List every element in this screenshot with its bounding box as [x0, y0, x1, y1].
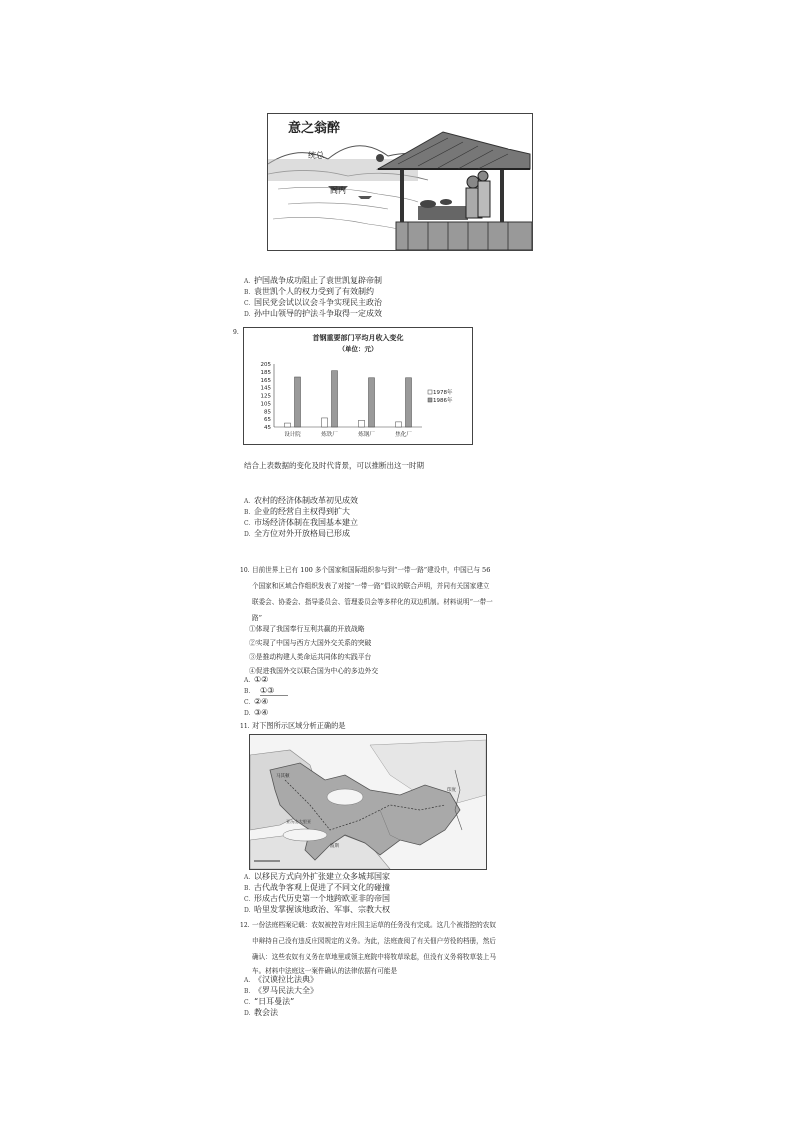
option-letter: D.: [244, 1010, 251, 1017]
map-label-persia: 波斯: [330, 844, 339, 849]
q9-option-c[interactable]: [244, 518, 358, 529]
bar-series-1: [285, 423, 291, 427]
option-letter: C.: [244, 699, 251, 706]
option-text: 国民党会试以议会斗争实现民主政治: [254, 298, 382, 307]
q10-stem-line-4: 路”: [252, 614, 262, 622]
q10-item-1: ①体现了我国奉行互利共赢的开放战略: [249, 625, 365, 633]
q12-option-a[interactable]: [244, 975, 318, 986]
q11-option-b[interactable]: [244, 883, 390, 894]
bar-series-2: [406, 378, 412, 427]
option-letter: A.: [244, 677, 251, 684]
option-text: “日耳曼法”: [254, 997, 295, 1006]
cartoon-image: [267, 113, 533, 251]
q11-option-d[interactable]: [244, 905, 390, 916]
q10-item-4: ④促进我国外交以联合国为中心的多边外交: [249, 667, 379, 675]
option-letter: D.: [244, 531, 251, 538]
option-letter: A.: [244, 874, 251, 881]
y-tick-label: 165: [260, 377, 271, 384]
cartoon-title: 意之翁醉: [288, 121, 341, 136]
y-tick-label: 105: [260, 401, 271, 408]
chart-title: 首钢重要部门平均月收入变化: [312, 333, 404, 342]
option-text: 市场经济体制在我国基本建立: [254, 518, 358, 527]
q11-stem: 对下图所示区域分析正确的是: [252, 721, 346, 730]
option-text: 护国战争成功阻止了袁世凯复辟帝制: [254, 276, 382, 285]
q11-option-a[interactable]: [244, 872, 390, 883]
option-text: 孙中山领导的护法斗争取得一定成效: [254, 309, 382, 318]
option-text: 企业的经营自主权得到扩大: [254, 507, 350, 516]
map-label-alexandria: 亚历山大里亚: [286, 819, 312, 824]
option-text: 《汉谟拉比法典》: [254, 975, 318, 984]
x-tick-label: 炼铁厂: [321, 432, 338, 438]
y-tick-label: 205: [260, 362, 271, 368]
option-letter: C.: [244, 999, 251, 1006]
q11-number: 11.: [240, 723, 250, 730]
legend-swatch: [428, 398, 432, 402]
legend-label: 1978年: [433, 390, 453, 396]
q10-stem-line-2: 个国家和区域合作组织发表了对接“一带一路”倡议的联合声明，并同有关国家建立: [252, 582, 490, 590]
option-text: ②④: [254, 697, 269, 706]
bar-series-2: [369, 378, 375, 427]
option-text: 古代战争客观上促进了不同文化的碰撞: [254, 883, 390, 892]
bar-chart-svg: [244, 328, 472, 444]
q9-option-b[interactable]: [244, 507, 350, 518]
option-letter: D.: [244, 710, 251, 717]
option-letter: B.: [244, 688, 251, 695]
option-letter: C.: [244, 520, 251, 527]
q8-option-b[interactable]: [244, 287, 374, 298]
option-letter: A.: [244, 498, 251, 505]
legend-swatch: [428, 390, 432, 394]
q9-chart: [243, 327, 473, 445]
q9-option-d[interactable]: [244, 529, 350, 540]
q9-option-a[interactable]: [244, 496, 358, 507]
option-letter: D.: [244, 311, 251, 318]
option-letter: B.: [244, 509, 251, 516]
q12-option-d[interactable]: [244, 1008, 278, 1019]
option-letter: C.: [244, 896, 251, 903]
y-tick-label: 185: [260, 369, 271, 376]
q10-stem-line-1: 目前世界上已有 100 多个国家和国际组织参与到“一带一路”建设中，中国已与 56: [252, 566, 491, 574]
map-drawing: [250, 735, 486, 869]
bar-series-1: [322, 418, 328, 427]
option-text: 形成古代历史第一个地跨欧亚非的帝国: [254, 894, 390, 903]
q10-item-3: ③是推动构建人类命运共同体的实践平台: [249, 653, 372, 661]
q8-option-d[interactable]: [244, 309, 382, 320]
y-tick-label: 125: [260, 393, 271, 400]
q12-stem-line-3: 确认：这些农奴有义务在草地里或领主庭院中将牧草垛起，但没有义务将牧草装上马: [252, 953, 496, 961]
option-text: ①③: [260, 686, 288, 696]
bar-series-1: [396, 422, 402, 427]
q11-map: [249, 734, 487, 870]
q12-stem-line-1: 一份法庭档案记载：农奴被控告对庄园主运草的任务没有完成。这几个被指控的农奴: [252, 921, 496, 929]
q8-option-a[interactable]: [244, 276, 382, 287]
legend-label: 1986年: [433, 398, 453, 404]
q12-stem-line-2: 申辩持自己没有违反庄园规定的义务。为此，法庭查阅了有关佃户劳役的档册，然后: [252, 937, 496, 945]
option-letter: D.: [244, 907, 251, 914]
q10-option-a[interactable]: [244, 675, 268, 686]
option-text: 袁世凯个人的权力受到了有效制约: [254, 287, 374, 296]
cartoon-label-a: 统总: [308, 151, 324, 160]
q10-option-b[interactable]: [244, 686, 288, 697]
q11-option-c[interactable]: [244, 894, 390, 905]
chart-subtitle: （单位：元）: [338, 345, 378, 353]
cartoon-label-b: 阁内: [330, 186, 346, 195]
option-letter: B.: [244, 289, 251, 296]
option-text: 以移民方式向外扩张建立众多城邦国家: [254, 872, 390, 881]
y-tick-label: 85: [264, 409, 271, 416]
option-text: 农村的经济体制改革初见成效: [254, 496, 358, 505]
q12-option-c[interactable]: [244, 997, 294, 1008]
map-label-macedonia: 马其顿: [276, 774, 290, 779]
q10-stem-line-3: 联委会、协委会、指导委员会、管理委员会等多样化的双边机制。材料说明“一带一: [252, 598, 493, 606]
y-tick-label: 45: [264, 425, 271, 431]
option-text: 教会法: [254, 1008, 278, 1017]
x-tick-label: 设计院: [284, 432, 301, 438]
option-text: 《罗马民法大全》: [254, 986, 318, 995]
x-tick-label: 焦化厂: [395, 432, 412, 438]
option-text: ①②: [254, 675, 269, 684]
q10-number: 10.: [240, 567, 250, 574]
q9-number: 9.: [233, 329, 239, 336]
bar-series-2: [295, 377, 301, 427]
map-label-india: 印度: [447, 788, 456, 793]
x-tick-label: 炼钢厂: [358, 432, 375, 438]
q10-option-d[interactable]: [244, 708, 268, 719]
y-tick-label: 145: [260, 385, 271, 392]
q10-option-c[interactable]: [244, 697, 268, 708]
option-letter: B.: [244, 885, 251, 892]
q10-item-2: ②实现了中国与西方大国外交关系的突破: [249, 639, 372, 647]
y-tick-label: 65: [264, 417, 271, 424]
bar-series-2: [332, 371, 338, 427]
option-text: ③④: [254, 708, 269, 717]
q9-stem: 结合上表数据的变化及时代背景，可以推断出这一时期: [244, 461, 424, 470]
q8-option-c[interactable]: [244, 298, 382, 309]
q12-stem-line-4: 车。材料中法庭这一案件确认的法律依据有可能是: [252, 967, 398, 975]
q12-option-b[interactable]: [244, 986, 318, 997]
option-letter: B.: [244, 988, 251, 995]
option-text: 哈里发掌握该地政治、军事、宗教大权: [254, 905, 390, 914]
q12-number: 12.: [240, 922, 250, 929]
bar-series-1: [359, 420, 365, 427]
option-letter: A.: [244, 977, 251, 984]
option-text: 全方位对外开放格局已形成: [254, 529, 350, 538]
option-letter: A.: [244, 278, 251, 285]
option-letter: C.: [244, 300, 251, 307]
